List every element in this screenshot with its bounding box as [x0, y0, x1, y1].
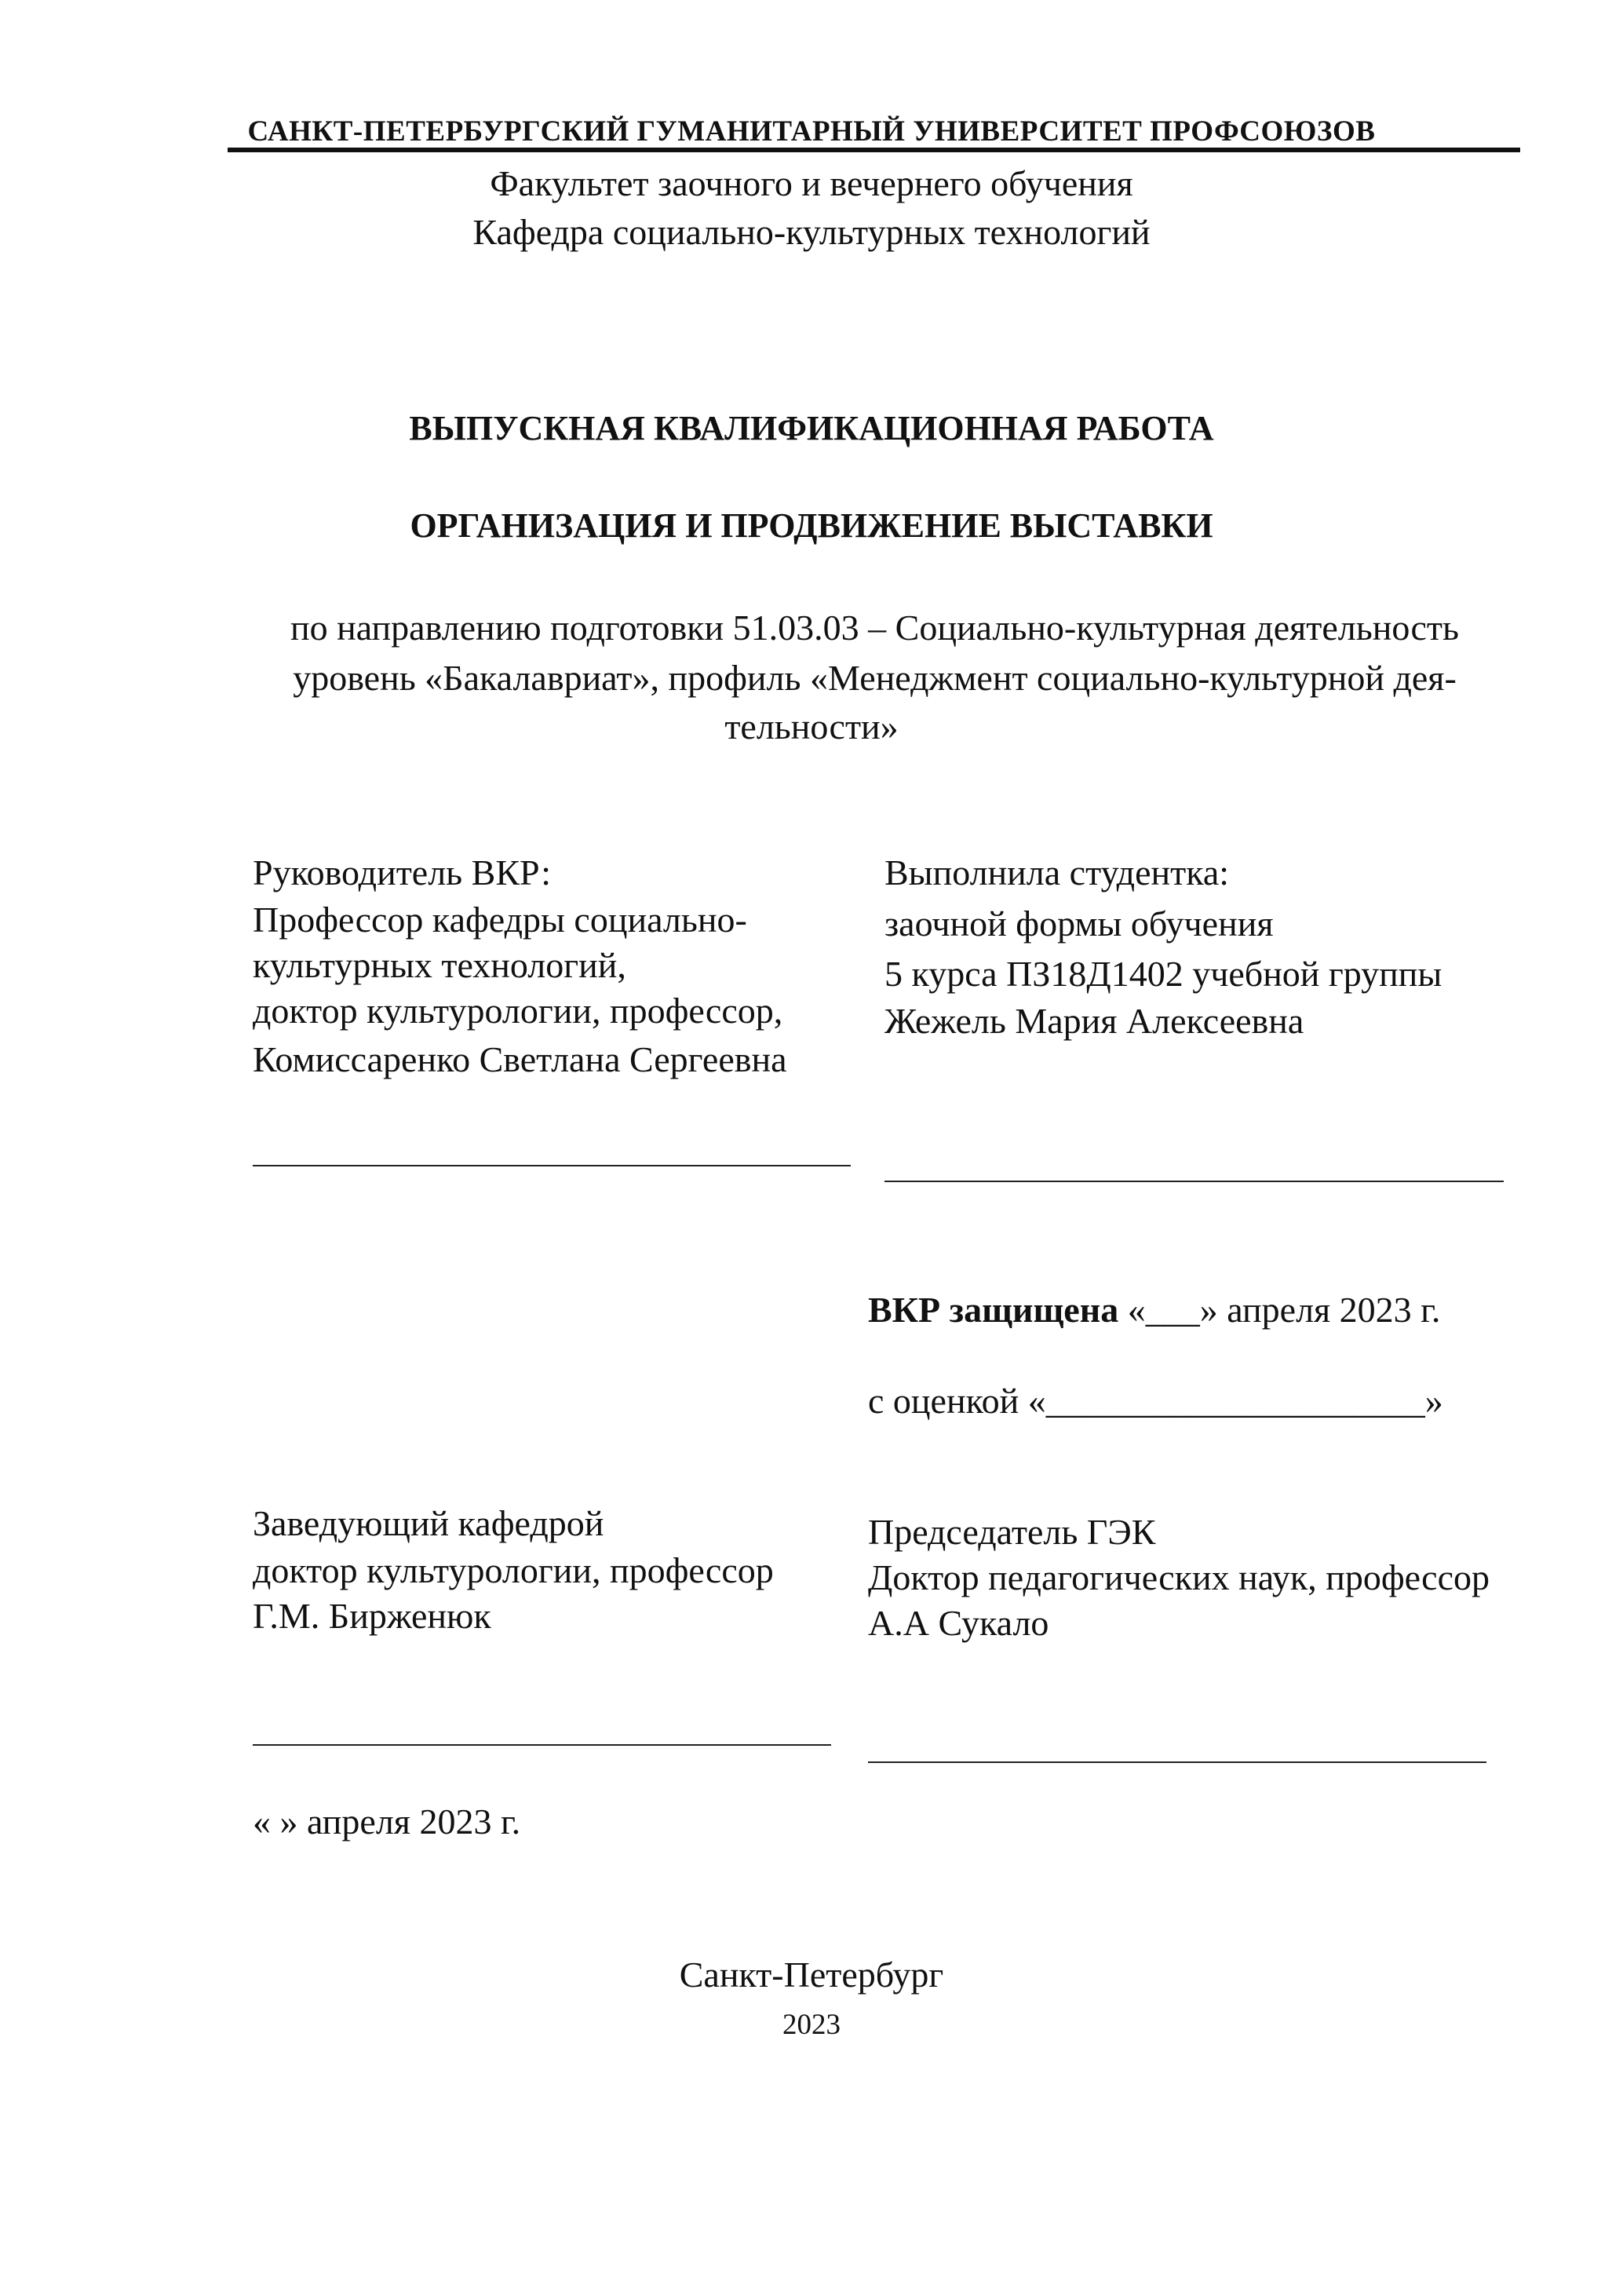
- student-signature-line: [884, 1181, 1504, 1182]
- supervisor-signature-line: [253, 1165, 851, 1166]
- head-signature-line: [253, 1744, 831, 1746]
- supervisor-line: Руководитель ВКР:: [253, 852, 552, 892]
- department-name: Кафедра социально-культурных технологий: [472, 212, 1151, 252]
- faculty-name: Факультет заочного и вечернего обучения: [490, 163, 1133, 203]
- supervisor-line: доктор культурологии, профессор,: [253, 991, 783, 1031]
- student-line: 5 курса ПЗ18Д1402 учебной группы: [884, 954, 1442, 994]
- supervisor-line: Профессор кафедры социально-: [253, 900, 747, 940]
- defense-date-text: «___» апреля 2023 г.: [1118, 1290, 1441, 1330]
- work-topic-title: ОРГАНИЗАЦИЯ И ПРОДВИЖЕНИЕ ВЫСТАВКИ: [410, 506, 1213, 545]
- direction-line-2: уровень «Бакалавриат», профиль «Менеджмент социально-культурной дея-: [293, 658, 1457, 698]
- head-line: Заведующий кафедрой: [253, 1503, 604, 1543]
- chairman-signature-line: [868, 1761, 1486, 1763]
- defense-date: [868, 1288, 1440, 1332]
- city: Санкт-Петербург: [679, 1955, 944, 1995]
- student-line: заочной формы обучения: [884, 903, 1274, 944]
- chairman-line: Доктор педагогических наук, профессор: [868, 1557, 1490, 1597]
- head-name: Г.М. Бирженюк: [253, 1596, 491, 1636]
- supervisor-name: Комиссаренко Светлана Сергеевна: [253, 1039, 787, 1079]
- year: 2023: [782, 2009, 841, 2041]
- student-name: Жежель Мария Алексеевна: [884, 1001, 1304, 1041]
- head-sign-date: « » апреля 2023 г.: [253, 1801, 521, 1842]
- chairman-name: А.А Сукало: [868, 1603, 1049, 1643]
- supervisor-line: культурных технологий,: [253, 945, 626, 985]
- university-name: САНКТ-ПЕТЕРБУРГСКИЙ ГУМАНИТАРНЫЙ УНИВЕРСИТЕТ ПРОФСОЮЗОВ: [247, 115, 1376, 148]
- defense-grade: с оценкой «_____________________»: [868, 1381, 1443, 1421]
- direction-line-3: тельности»: [724, 706, 899, 746]
- chairman-line: Председатель ГЭК: [868, 1512, 1156, 1552]
- head-line: доктор культурологии, профессор: [253, 1550, 774, 1590]
- defense-label: ВКР защищена: [868, 1290, 1119, 1330]
- work-type-title: ВЫПУСКНАЯ КВАЛИФИКАЦИОННАЯ РАБОТА: [409, 409, 1214, 447]
- student-line: Выполнила студентка:: [884, 852, 1230, 892]
- direction-line-1: по направлению подготовки 51.03.03 – Социально-культурная деятельность: [290, 608, 1459, 648]
- header-rule: [228, 148, 1520, 152]
